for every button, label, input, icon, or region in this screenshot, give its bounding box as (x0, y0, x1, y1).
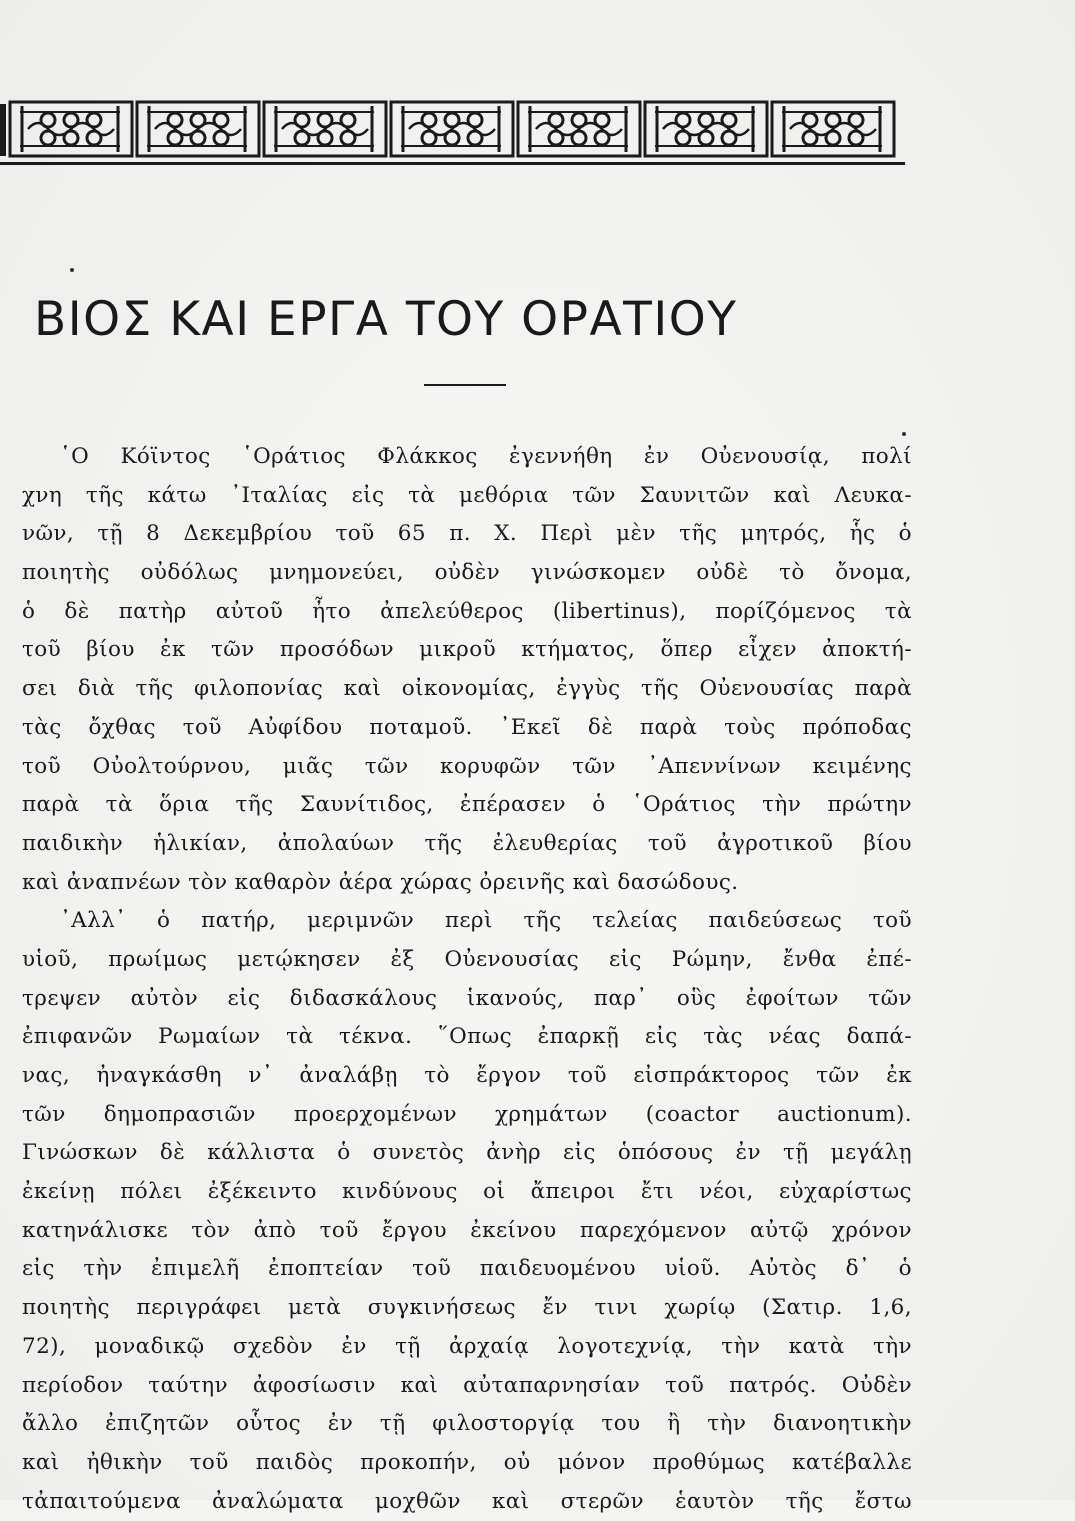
text-line: ὁ δὲ πατὴρ αὐτοῦ ἦτο ἀπελεύθερος (libertinus), πορίζόμενος τὰ (22, 598, 912, 624)
text-line: τἀπαιτούμενα ἀναλώματα μοχθῶν καὶ στερῶν ἑαυτὸν τῆς ἔστω (22, 1488, 912, 1514)
greek-meander-border-icon (0, 98, 900, 160)
text-line: τοῦ Οὐολτούρνου, μιᾶς τῶν κορυφῶν τῶν ᾿Απεννίνων κειμένης (22, 753, 912, 779)
text-line: 72), μοναδικῷ σχεδὸν ἐν τῇ ἀρχαίᾳ λογοτεχνίᾳ, τὴν κατὰ τὴν (22, 1333, 912, 1359)
body-text (22, 438, 912, 1521)
print-speck (70, 268, 74, 272)
text-line: ῾Ο Κόϊντος ῾Οράτιος Φλάκκος ἐγεννήθη ἐν Οὐενουσίᾳ, πολί (60, 444, 912, 469)
text-line: καὶ ἀναπνέων τὸν καθαρὸν ἀέρα χώρας ὀρεινῆς καὶ δασώδους. (22, 869, 739, 895)
text-line: εἰς τὴν ἐπιμελῆ ἐποπτείαν τοῦ παιδευομένου υἱοῦ. Αὐτὸς δ᾿ ὁ (22, 1256, 912, 1282)
text-line: νῶν, τῇ 8 Δεκεμβρίου τοῦ 65 π. Χ. Περὶ μὲν τῆς μητρός, ἧς ὁ (22, 521, 912, 547)
print-speck (902, 432, 906, 436)
text-line: περίοδον ταύτην ἀφοσίωσιν καὶ αὐταπαρνησίαν τοῦ πατρός. Οὐδὲν (22, 1372, 912, 1398)
text-line: τὰς ὄχθας τοῦ Αὐφίδου ποταμοῦ. ᾿Εκεῖ δὲ παρὰ τοὺς πρόποδας (22, 714, 912, 740)
text-line: παιδικὴν ἡλικίαν, ἀπολαύων τῆς ἐλευθερίας τοῦ ἀγροτικοῦ βίου (22, 830, 912, 856)
title-divider (424, 384, 506, 386)
text-line: τρεψεν αὐτὸν εἰς διδασκάλους ἱκανούς, παρ᾿ οὓς ἐφοίτων τῶν (22, 985, 912, 1011)
text-line: νας, ἠναγκάσθη ν᾿ ἀναλάβῃ τὸ ἔργον τοῦ εἰσπράκτορος τῶν ἐκ (22, 1063, 912, 1088)
text-line: ἄλλο ἐπιζητῶν οὗτος ἐν τῇ φιλοστοργίᾳ του ἢ τὴν διανοητικὴν (22, 1411, 912, 1437)
text-line: καὶ ἠθικὴν τοῦ παιδὸς προκοπήν, οὐ μόνον προθύμως κατέβαλλε (22, 1449, 912, 1475)
text-line: υἱοῦ, πρωίμως μετῴκησεν ἐξ Οὐενουσίας εἰς Ρώμην, ἔνθα ἐπέ- (22, 946, 912, 972)
text-line: ἐπιφανῶν Ρωμαίων τὰ τέκνα. ῞Οπως ἐπαρκῇ εἰς τὰς νέας δαπά- (22, 1024, 912, 1050)
text-line: τοῦ βίου ἐκ τῶν προσόδων μικροῦ κτήματος, ὅπερ εἶχεν ἀποκτή- (22, 637, 912, 663)
ornament-rule (0, 162, 905, 165)
text-line: χνη τῆς κάτω ᾿Ιταλίας εἰς τὰ μεθόρια τῶν Σαυνιτῶν καὶ Λευκα- (22, 482, 912, 508)
text-line: τῶν δημοπρασιῶν προερχομένων χρημάτων (coactor auctionum). (22, 1101, 912, 1127)
text-line: Γινώσκων δὲ κάλλιστα ὁ συνετὸς ἀνὴρ εἰς ὁπόσους ἐν τῇ μεγάλῃ (22, 1140, 912, 1166)
text-line: σει διὰ τῆς φιλοπονίας καὶ οἰκονομίας, ἐγγὺς τῆς Οὐενουσίας παρὰ (22, 676, 912, 702)
text-line: ποιητὴς οὐδόλως μνημονεύει, οὐδὲν γινώσκομεν οὐδὲ τὸ ὄνομα, (22, 560, 912, 586)
text-line: ποιητὴς περιγράφει μετὰ συγκινήσεως ἔν τινι χωρίῳ (Σατιρ. 1,6, (22, 1295, 912, 1321)
text-line: ἐκείνῃ πόλει ἐξέκειντο κινδύνους οἱ ἄπειροι ἔτι νέοι, εὐχαρίστως (22, 1179, 912, 1205)
text-line: κατηνάλισκε τὸν ἀπὸ τοῦ ἔργου ἐκείνου παρεχόμενον αὐτῷ χρόνον (22, 1217, 912, 1243)
page-title: ΒΙΟΣ ΚΑΙ ΕΡΓΑ ΤΟΥ ΟΡΑΤΙΟΥ (34, 292, 738, 347)
text-line: παρὰ τὰ ὅρια τῆς Σαυνίτιδος, ἐπέρασεν ὁ ῾Οράτιος τὴν πρώτην (22, 792, 912, 818)
text-line: ᾿Αλλ᾿ ὁ πατήρ, μεριμνῶν περὶ τῆς τελείας παιδεύσεως τοῦ (60, 908, 912, 934)
